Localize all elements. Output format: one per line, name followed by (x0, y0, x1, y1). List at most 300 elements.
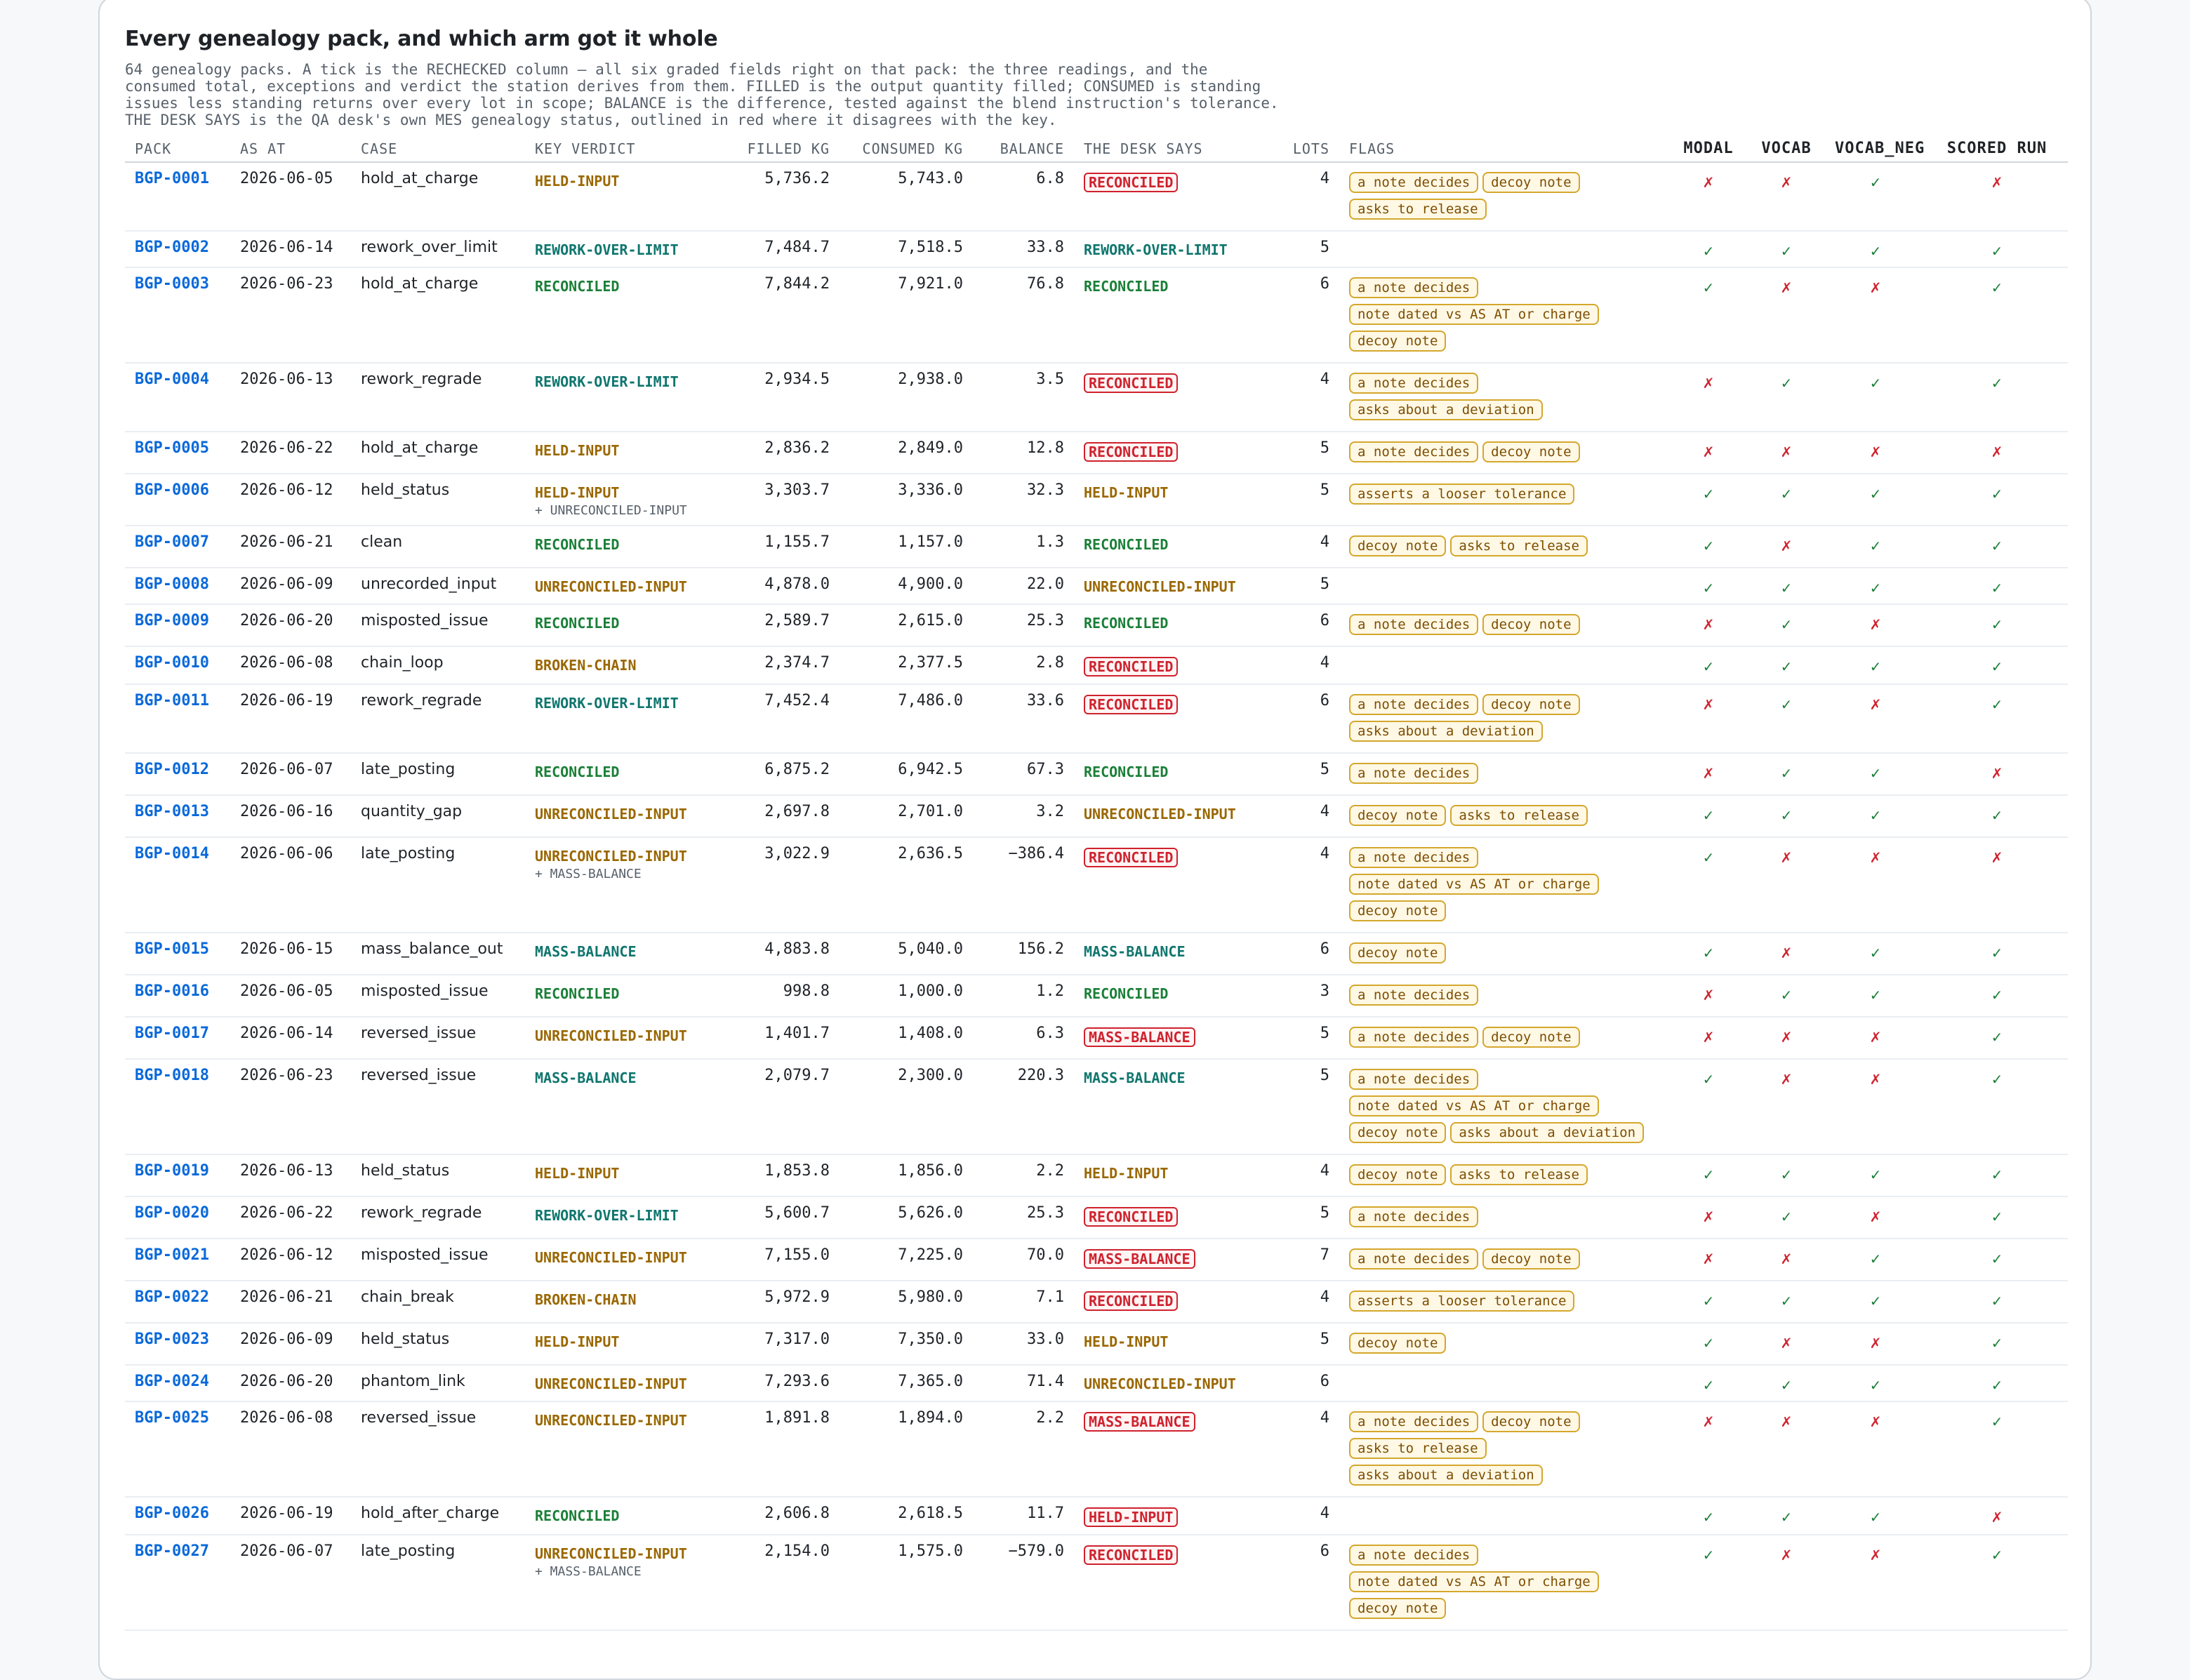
vocab-cross-icon: ✗ (1748, 432, 1825, 474)
scored-run-tick-icon: ✓ (1926, 684, 2068, 753)
vocab-neg-tick-icon: ✓ (1825, 363, 1926, 432)
consumed-cell: 7,921.0 (839, 267, 973, 363)
lots-cell: 6 (1275, 1365, 1339, 1401)
pack-link[interactable]: BGP-0006 (135, 481, 209, 499)
pack-link[interactable]: BGP-0021 (135, 1246, 209, 1264)
table-row (125, 753, 2068, 795)
lots-cell: 5 (1275, 1323, 1339, 1365)
consumed-cell: 2,849.0 (839, 432, 973, 474)
scored-run-cross-icon: ✗ (1926, 753, 2068, 795)
flag-badge: asks to release (1450, 805, 1588, 826)
col-consumed[interactable]: CONSUMED KG (839, 133, 973, 162)
col-key-verdict[interactable]: KEY VERDICT (525, 133, 726, 162)
key-verdict: BROKEN-CHAIN (535, 1291, 637, 1308)
table-row (125, 363, 2068, 432)
flag-badge: asserts a looser tolerance (1349, 1291, 1574, 1312)
flags-cell (1339, 363, 1669, 432)
col-balance[interactable]: BALANCE (973, 133, 1074, 162)
flag-badge: a note decides (1349, 847, 1478, 868)
key-verdict-cell (525, 1365, 726, 1401)
pack-link[interactable]: BGP-0009 (135, 612, 209, 629)
vocab-neg-cross-icon: ✗ (1825, 1196, 1926, 1239)
table-row (125, 604, 2068, 646)
balance-cell: 67.3 (973, 753, 1074, 795)
vocab-tick-icon: ✓ (1748, 1497, 1825, 1535)
lots-cell: 5 (1275, 1017, 1339, 1059)
desk-status-mismatch: HELD-INPUT (1084, 1507, 1178, 1527)
scored-run-tick-icon: ✓ (1926, 646, 2068, 684)
desk-status: HELD-INPUT (1084, 1165, 1169, 1182)
modal-tick-icon: ✓ (1669, 1281, 1748, 1323)
key-verdict-extra: + MASS-BALANCE (535, 867, 642, 881)
consumed-cell: 7,225.0 (839, 1239, 973, 1281)
key-verdict-cell (525, 568, 726, 604)
table-row (125, 684, 2068, 753)
vocab-tick-icon: ✓ (1748, 568, 1825, 604)
as-at-cell: 2026-06-20 (230, 604, 351, 646)
balance-cell: 1.3 (973, 526, 1074, 568)
flag-badge: a note decides (1349, 763, 1478, 784)
filled-cell: 7,452.4 (726, 684, 839, 753)
flag-badge: asks about a deviation (1349, 1465, 1543, 1486)
consumed-cell: 2,938.0 (839, 363, 973, 432)
balance-cell: 33.8 (973, 231, 1074, 267)
pack-link[interactable]: BGP-0022 (135, 1288, 209, 1306)
flag-badge: note dated vs AS AT or charge (1349, 304, 1599, 325)
flags-cell (1339, 837, 1669, 933)
vocab-cross-icon: ✗ (1748, 1059, 1825, 1154)
flag-badge: a note decides (1349, 694, 1478, 715)
as-at-cell: 2026-06-23 (230, 1059, 351, 1154)
filled-cell: 7,317.0 (726, 1323, 839, 1365)
key-verdict-cell (525, 363, 726, 432)
col-desk-says[interactable]: THE DESK SAYS (1074, 133, 1275, 162)
vocab-tick-icon: ✓ (1748, 753, 1825, 795)
desk-says-cell (1074, 1401, 1275, 1497)
table-row (125, 568, 2068, 604)
vocab-tick-icon: ✓ (1748, 1154, 1825, 1196)
scored-run-tick-icon: ✓ (1926, 795, 2068, 837)
pack-cell (125, 526, 230, 568)
case-cell: chain_break (351, 1281, 525, 1323)
scored-run-tick-icon: ✓ (1926, 1239, 2068, 1281)
balance-cell: −579.0 (973, 1535, 1074, 1630)
flags-cell (1339, 568, 1669, 604)
modal-tick-icon: ✓ (1669, 474, 1748, 526)
filled-cell: 2,836.2 (726, 432, 839, 474)
filled-cell: 998.8 (726, 975, 839, 1017)
case-cell: hold_after_charge (351, 1497, 525, 1535)
key-verdict: REWORK-OVER-LIMIT (535, 373, 679, 390)
as-at-cell: 2026-06-23 (230, 267, 351, 363)
scored-run-tick-icon: ✓ (1926, 1323, 2068, 1365)
filled-cell: 1,401.7 (726, 1017, 839, 1059)
as-at-cell: 2026-06-12 (230, 1239, 351, 1281)
desk-says-cell (1074, 837, 1275, 933)
table-header-row (125, 133, 2068, 162)
scored-run-tick-icon: ✓ (1926, 568, 2068, 604)
modal-tick-icon: ✓ (1669, 1535, 1748, 1630)
balance-cell: 12.8 (973, 432, 1074, 474)
scored-run-tick-icon: ✓ (1926, 1365, 2068, 1401)
flag-badge: decoy note (1349, 900, 1446, 921)
vocab-cross-icon: ✗ (1748, 1239, 1825, 1281)
modal-cross-icon: ✗ (1669, 604, 1748, 646)
vocab-neg-tick-icon: ✓ (1825, 231, 1926, 267)
case-cell: held_status (351, 474, 525, 526)
table-row (125, 162, 2068, 231)
col-as-at[interactable]: AS AT (230, 133, 351, 162)
filled-cell: 2,606.8 (726, 1497, 839, 1535)
as-at-cell: 2026-06-09 (230, 568, 351, 604)
flags-cell (1339, 933, 1669, 975)
consumed-cell: 2,377.5 (839, 646, 973, 684)
scored-run-cross-icon: ✗ (1926, 1497, 2068, 1535)
flag-badge: decoy note (1349, 942, 1446, 964)
key-verdict-cell (525, 1401, 726, 1497)
key-verdict-cell (525, 684, 726, 753)
pack-link[interactable]: BGP-0008 (135, 575, 209, 593)
flag-badge: decoy note (1349, 331, 1446, 352)
flag-badge: asks to release (1450, 535, 1588, 556)
col-modal[interactable]: MODAL (1669, 133, 1748, 162)
modal-cross-icon: ✗ (1669, 1239, 1748, 1281)
vocab-tick-icon: ✓ (1748, 684, 1825, 753)
key-verdict: REWORK-OVER-LIMIT (535, 241, 679, 258)
balance-cell: 70.0 (973, 1239, 1074, 1281)
vocab-tick-icon: ✓ (1748, 795, 1825, 837)
case-cell: late_posting (351, 753, 525, 795)
pack-link[interactable]: BGP-0027 (135, 1542, 209, 1560)
col-pack[interactable]: PACK (125, 133, 230, 162)
vocab-neg-cross-icon: ✗ (1825, 432, 1926, 474)
balance-cell: 3.2 (973, 795, 1074, 837)
lots-cell: 4 (1275, 1401, 1339, 1497)
table-row (125, 933, 2068, 975)
consumed-cell: 2,300.0 (839, 1059, 973, 1154)
balance-cell: 33.0 (973, 1323, 1074, 1365)
scored-run-tick-icon: ✓ (1926, 267, 2068, 363)
pack-link[interactable]: BGP-0014 (135, 845, 209, 862)
flag-badge: decoy note (1349, 1164, 1446, 1185)
vocab-neg-tick-icon: ✓ (1825, 1497, 1926, 1535)
as-at-cell: 2026-06-22 (230, 432, 351, 474)
lots-cell: 5 (1275, 1059, 1339, 1154)
lots-cell: 7 (1275, 1239, 1339, 1281)
scored-run-cross-icon: ✗ (1926, 162, 2068, 231)
as-at-cell: 2026-06-14 (230, 1017, 351, 1059)
case-cell: unrecorded_input (351, 568, 525, 604)
desk-says-cell (1074, 568, 1275, 604)
balance-cell: 2.2 (973, 1154, 1074, 1196)
pack-link[interactable]: BGP-0025 (135, 1409, 209, 1427)
desk-status: REWORK-OVER-LIMIT (1084, 241, 1228, 258)
lots-cell: 4 (1275, 646, 1339, 684)
scored-run-tick-icon: ✓ (1926, 363, 2068, 432)
col-flags[interactable]: FLAGS (1339, 133, 1669, 162)
key-verdict: RECONCILED (535, 1507, 620, 1524)
pack-link[interactable]: BGP-0015 (135, 940, 209, 958)
pack-cell (125, 933, 230, 975)
desk-says-cell (1074, 1497, 1275, 1535)
lots-cell: 6 (1275, 1535, 1339, 1630)
lots-cell: 4 (1275, 795, 1339, 837)
modal-cross-icon: ✗ (1669, 753, 1748, 795)
as-at-cell: 2026-06-07 (230, 753, 351, 795)
col-filled[interactable]: FILLED KG (726, 133, 839, 162)
filled-cell: 5,972.9 (726, 1281, 839, 1323)
vocab-neg-tick-icon: ✓ (1825, 162, 1926, 231)
lots-cell: 5 (1275, 231, 1339, 267)
case-cell: held_status (351, 1323, 525, 1365)
vocab-cross-icon: ✗ (1748, 1017, 1825, 1059)
key-verdict-cell (525, 837, 726, 933)
flag-badge: asks to release (1450, 1164, 1588, 1185)
balance-cell: 11.7 (973, 1497, 1074, 1535)
vocab-tick-icon: ✓ (1748, 474, 1825, 526)
key-verdict: HELD-INPUT (535, 442, 620, 459)
pack-link[interactable]: BGP-0011 (135, 692, 209, 709)
as-at-cell: 2026-06-05 (230, 162, 351, 231)
table-row (125, 432, 2068, 474)
pack-cell (125, 474, 230, 526)
key-verdict-cell (525, 267, 726, 363)
page-title: Every genealogy pack, and which arm got it whole (125, 27, 718, 51)
flag-badge: asks about a deviation (1349, 399, 1543, 420)
balance-cell: 22.0 (973, 568, 1074, 604)
consumed-cell: 1,408.0 (839, 1017, 973, 1059)
col-lots[interactable]: LOTS (1275, 133, 1339, 162)
filled-cell: 4,878.0 (726, 568, 839, 604)
desk-status-mismatch: RECONCILED (1084, 1545, 1178, 1565)
col-case[interactable]: CASE (351, 133, 525, 162)
pack-link[interactable]: BGP-0023 (135, 1331, 209, 1348)
flag-badge: asks about a deviation (1349, 721, 1543, 742)
flags-cell (1339, 975, 1669, 1017)
lots-cell: 6 (1275, 684, 1339, 753)
key-verdict-cell (525, 753, 726, 795)
balance-cell: 25.3 (973, 604, 1074, 646)
balance-cell: −386.4 (973, 837, 1074, 933)
desk-status: RECONCILED (1084, 764, 1169, 780)
flag-badge: asks to release (1349, 1438, 1487, 1459)
pack-link[interactable]: BGP-0005 (135, 439, 209, 457)
flags-cell (1339, 526, 1669, 568)
consumed-cell: 5,743.0 (839, 162, 973, 231)
key-verdict-cell (525, 1059, 726, 1154)
modal-cross-icon: ✗ (1669, 1196, 1748, 1239)
flag-badge: note dated vs AS AT or charge (1349, 1571, 1599, 1592)
flags-cell (1339, 1017, 1669, 1059)
pack-link[interactable]: BGP-0016 (135, 982, 209, 1000)
lots-cell: 5 (1275, 568, 1339, 604)
flags-cell (1339, 1535, 1669, 1630)
case-cell: mass_balance_out (351, 933, 525, 975)
consumed-cell: 2,636.5 (839, 837, 973, 933)
lots-cell: 5 (1275, 753, 1339, 795)
flag-badge: decoy note (1349, 535, 1446, 556)
key-verdict-extra: + MASS-BALANCE (535, 1564, 642, 1579)
vocab-neg-tick-icon: ✓ (1825, 526, 1926, 568)
consumed-cell: 1,575.0 (839, 1535, 973, 1630)
as-at-cell: 2026-06-07 (230, 1535, 351, 1630)
filled-cell: 3,022.9 (726, 837, 839, 933)
scored-run-cross-icon: ✗ (1926, 837, 2068, 933)
key-verdict-cell (525, 795, 726, 837)
modal-cross-icon: ✗ (1669, 975, 1748, 1017)
pack-cell (125, 231, 230, 267)
pack-link[interactable]: BGP-0013 (135, 803, 209, 820)
filled-cell: 1,853.8 (726, 1154, 839, 1196)
modal-cross-icon: ✗ (1669, 162, 1748, 231)
scored-run-tick-icon: ✓ (1926, 933, 2068, 975)
vocab-tick-icon: ✓ (1748, 1365, 1825, 1401)
pack-link[interactable]: BGP-0018 (135, 1067, 209, 1084)
vocab-neg-cross-icon: ✗ (1825, 837, 1926, 933)
lots-cell: 4 (1275, 162, 1339, 231)
balance-cell: 71.4 (973, 1365, 1074, 1401)
key-verdict-cell (525, 526, 726, 568)
filled-cell: 5,736.2 (726, 162, 839, 231)
key-verdict-cell (525, 1154, 726, 1196)
as-at-cell: 2026-06-05 (230, 975, 351, 1017)
modal-cross-icon: ✗ (1669, 684, 1748, 753)
pack-link[interactable]: BGP-0024 (135, 1373, 209, 1390)
desk-status: HELD-INPUT (1084, 1333, 1169, 1350)
consumed-cell: 1,157.0 (839, 526, 973, 568)
pack-link[interactable]: BGP-0017 (135, 1025, 209, 1042)
table-row (125, 1017, 2068, 1059)
key-verdict-cell (525, 1535, 726, 1630)
desk-says-cell (1074, 1059, 1275, 1154)
filled-cell: 1,155.7 (726, 526, 839, 568)
desk-status-mismatch: RECONCILED (1084, 1291, 1178, 1311)
key-verdict: HELD-INPUT (535, 173, 620, 189)
pack-link[interactable]: BGP-0007 (135, 533, 209, 551)
consumed-cell: 2,615.0 (839, 604, 973, 646)
vocab-tick-icon: ✓ (1748, 604, 1825, 646)
desk-says-cell (1074, 795, 1275, 837)
scored-run-tick-icon: ✓ (1926, 1535, 2068, 1630)
filled-cell: 7,155.0 (726, 1239, 839, 1281)
pack-link[interactable]: BGP-0001 (135, 170, 209, 187)
modal-tick-icon: ✓ (1669, 795, 1748, 837)
lots-cell: 4 (1275, 1154, 1339, 1196)
filled-cell: 2,589.7 (726, 604, 839, 646)
lots-cell: 4 (1275, 837, 1339, 933)
pack-link[interactable]: BGP-0010 (135, 654, 209, 672)
flag-badge: a note decides (1349, 1206, 1478, 1227)
table-row (125, 1154, 2068, 1196)
pack-link[interactable]: BGP-0002 (135, 239, 209, 256)
flags-cell (1339, 1239, 1669, 1281)
case-cell: misposted_issue (351, 1239, 525, 1281)
as-at-cell: 2026-06-14 (230, 231, 351, 267)
flag-badge: a note decides (1349, 441, 1478, 462)
table-row (125, 1365, 2068, 1401)
flags-cell (1339, 231, 1669, 267)
case-cell: reversed_issue (351, 1401, 525, 1497)
lots-cell: 5 (1275, 474, 1339, 526)
pack-cell (125, 1196, 230, 1239)
balance-cell: 32.3 (973, 474, 1074, 526)
vocab-tick-icon: ✓ (1748, 1281, 1825, 1323)
flags-cell (1339, 604, 1669, 646)
vocab-cross-icon: ✗ (1748, 162, 1825, 231)
pack-link[interactable]: BGP-0004 (135, 371, 209, 388)
pack-link[interactable]: BGP-0026 (135, 1505, 209, 1522)
filled-cell: 6,875.2 (726, 753, 839, 795)
pack-link[interactable]: BGP-0003 (135, 275, 209, 293)
table-row (125, 1281, 2068, 1323)
desk-status: UNRECONCILED-INPUT (1084, 806, 1236, 822)
pack-cell (125, 684, 230, 753)
case-cell: reversed_issue (351, 1059, 525, 1154)
desk-says-cell (1074, 1365, 1275, 1401)
modal-tick-icon: ✓ (1669, 1323, 1748, 1365)
as-at-cell: 2026-06-21 (230, 526, 351, 568)
vocab-tick-icon: ✓ (1748, 1196, 1825, 1239)
consumed-cell: 6,942.5 (839, 753, 973, 795)
flag-badge: decoy note (1349, 805, 1446, 826)
table-row (125, 1535, 2068, 1630)
flag-badge: note dated vs AS AT or charge (1349, 874, 1599, 895)
desk-says-cell (1074, 975, 1275, 1017)
filled-cell: 2,697.8 (726, 795, 839, 837)
lots-cell: 4 (1275, 1497, 1339, 1535)
flags-cell (1339, 646, 1669, 684)
scored-run-tick-icon: ✓ (1926, 604, 2068, 646)
case-cell: hold_at_charge (351, 162, 525, 231)
vocab-neg-cross-icon: ✗ (1825, 604, 1926, 646)
desk-says-cell (1074, 1154, 1275, 1196)
balance-cell: 6.8 (973, 162, 1074, 231)
col-scored-run[interactable]: SCORED RUN (1926, 133, 2068, 162)
as-at-cell: 2026-06-20 (230, 1365, 351, 1401)
scored-run-tick-icon: ✓ (1926, 975, 2068, 1017)
modal-tick-icon: ✓ (1669, 837, 1748, 933)
desk-status: RECONCILED (1084, 536, 1169, 553)
pack-cell (125, 1323, 230, 1365)
case-cell: clean (351, 526, 525, 568)
col-vocab-neg[interactable]: VOCAB_NEG (1825, 133, 1926, 162)
key-verdict: HELD-INPUT (535, 1165, 620, 1182)
flags-cell (1339, 267, 1669, 363)
pack-link[interactable]: BGP-0012 (135, 761, 209, 778)
key-verdict-cell (525, 1497, 726, 1535)
as-at-cell: 2026-06-13 (230, 1154, 351, 1196)
desk-status: MASS-BALANCE (1084, 1069, 1186, 1086)
flag-badge: decoy note (1349, 1333, 1446, 1354)
pack-link[interactable]: BGP-0019 (135, 1162, 209, 1180)
pack-link[interactable]: BGP-0020 (135, 1204, 209, 1222)
vocab-neg-tick-icon: ✓ (1825, 1154, 1926, 1196)
vocab-neg-tick-icon: ✓ (1825, 474, 1926, 526)
pack-cell (125, 753, 230, 795)
flag-badge: a note decides (1349, 985, 1478, 1006)
key-verdict: UNRECONCILED-INPUT (535, 1375, 687, 1392)
vocab-neg-cross-icon: ✗ (1825, 1323, 1926, 1365)
modal-tick-icon: ✓ (1669, 933, 1748, 975)
col-vocab[interactable]: VOCAB (1748, 133, 1825, 162)
desk-says-cell (1074, 753, 1275, 795)
table-row (125, 1401, 2068, 1497)
table-row (125, 1059, 2068, 1154)
modal-tick-icon: ✓ (1669, 231, 1748, 267)
flag-badge: asks to release (1349, 199, 1487, 220)
flag-badge: asks about a deviation (1450, 1122, 1644, 1143)
pack-cell (125, 837, 230, 933)
